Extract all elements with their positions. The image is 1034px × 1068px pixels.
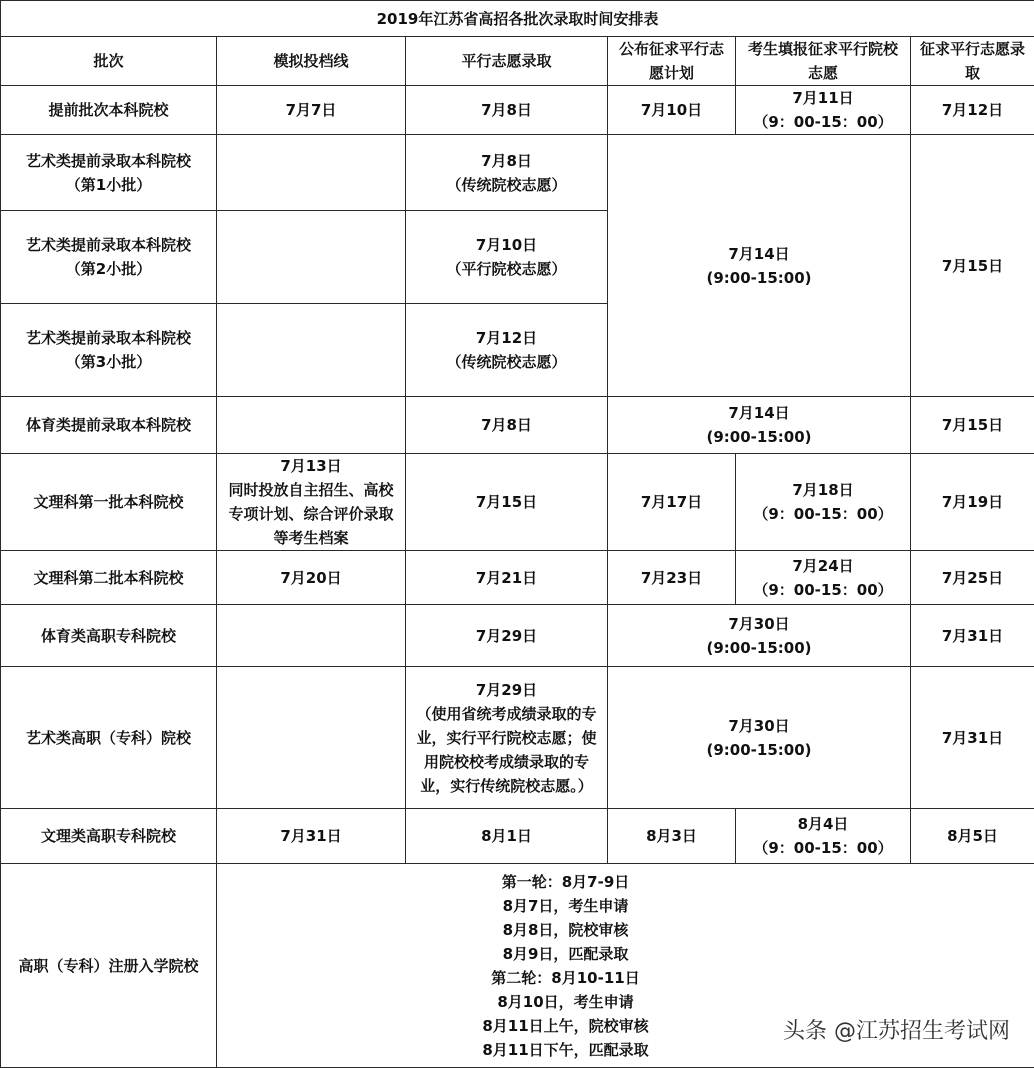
row-publish-fill-merged: 7月30日 (9:00-15:00)	[608, 667, 911, 809]
row-batch: 艺术类提前录取本科院校 （第2小批）	[1, 211, 217, 304]
row-parallel: 7月12日 （传统院校志愿）	[406, 304, 608, 397]
header-fill-volunteer: 考生填报征求平行院校 志愿	[736, 37, 911, 86]
row-fill: 7月24日 （9：00-15：00）	[736, 551, 911, 605]
row-mock: 7月20日	[217, 551, 406, 605]
row-parallel: 7月8日	[406, 397, 608, 454]
table-row	[1, 605, 1034, 667]
row-parallel: 7月10日 （平行院校志愿）	[406, 211, 608, 304]
row-solicit: 7月12日	[911, 86, 1034, 135]
row-publish: 7月17日	[608, 454, 736, 551]
row-parallel: 7月29日 （使用省统考成绩录取的专 业，实行平行院校志愿；使 用院校校考成绩录取的专 业，实行传统院校志愿。）	[406, 667, 608, 809]
row-solicit: 7月31日	[911, 667, 1034, 809]
watermark: 头条 @江苏招生考试网	[781, 1014, 1012, 1045]
row-batch: 艺术类提前录取本科院校 （第1小批）	[1, 135, 217, 211]
row-parallel: 7月29日	[406, 605, 608, 667]
row-publish-fill-merged: 7月30日 (9:00-15:00)	[608, 605, 911, 667]
table-row	[1, 551, 1034, 605]
row-batch: 文理类高职专科院校	[1, 809, 217, 864]
header-solicit-admission: 征求平行志愿录 取	[911, 37, 1034, 86]
row-fill: 7月11日 （9：00-15：00）	[736, 86, 911, 135]
header-row	[1, 37, 1034, 86]
table-row	[1, 454, 1034, 551]
row-fill: 7月18日 （9：00-15：00）	[736, 454, 911, 551]
row-mock: 7月13日 同时投放自主招生、高校 专项计划、综合评价录取 等考生档案	[217, 454, 406, 551]
row-solicit-merged: 7月15日	[911, 135, 1034, 397]
row-batch: 文理科第一批本科院校	[1, 454, 217, 551]
row-parallel: 7月8日	[406, 86, 608, 135]
table-row	[1, 397, 1034, 454]
row-mock	[217, 304, 406, 397]
table-row	[1, 667, 1034, 809]
row-batch: 艺术类提前录取本科院校 （第3小批）	[1, 304, 217, 397]
row-batch: 体育类提前录取本科院校	[1, 397, 217, 454]
row-solicit: 7月15日	[911, 397, 1034, 454]
row-mock: 7月7日	[217, 86, 406, 135]
table-title: 2019年江苏省高招各批次录取时间安排表	[1, 1, 1034, 37]
row-publish: 8月3日	[608, 809, 736, 864]
row-publish-fill-merged: 7月14日 (9:00-15:00)	[608, 135, 911, 397]
table-row	[1, 809, 1034, 864]
header-mock-line: 模拟投档线	[217, 37, 406, 86]
table-row	[1, 86, 1034, 135]
row-mock	[217, 135, 406, 211]
row-parallel: 7月8日 （传统院校志愿）	[406, 135, 608, 211]
header-publish-plan: 公布征求平行志 愿计划	[608, 37, 736, 86]
row-mock	[217, 397, 406, 454]
row-publish: 7月10日	[608, 86, 736, 135]
row-batch: 艺术类高职（专科）院校	[1, 667, 217, 809]
row-mock	[217, 667, 406, 809]
row-solicit: 8月5日	[911, 809, 1034, 864]
row-publish-fill-merged: 7月14日 (9:00-15:00)	[608, 397, 911, 454]
row-parallel: 7月15日	[406, 454, 608, 551]
row-solicit: 7月25日	[911, 551, 1034, 605]
row-batch: 高职（专科）注册入学院校	[1, 864, 217, 1068]
row-fill: 8月4日 （9：00-15：00）	[736, 809, 911, 864]
row-solicit: 7月31日	[911, 605, 1034, 667]
table-row	[1, 135, 1034, 211]
row-mock	[217, 211, 406, 304]
row-parallel: 7月21日	[406, 551, 608, 605]
header-parallel-admission: 平行志愿录取	[406, 37, 608, 86]
row-batch: 提前批次本科院校	[1, 86, 217, 135]
row-mock: 7月31日	[217, 809, 406, 864]
registration-schedule: 第一轮：8月7-9日 8月7日，考生申请 8月8日，院校审核 8月9日，匹配录取 第二轮：8月10-11日 8月10日，考生申请 8月11日上午，院校审核 8月11日下午，匹配录取	[217, 864, 1034, 1068]
header-batch: 批次	[1, 37, 217, 86]
row-parallel: 8月1日	[406, 809, 608, 864]
row-solicit: 7月19日	[911, 454, 1034, 551]
row-publish: 7月23日	[608, 551, 736, 605]
row-batch: 体育类高职专科院校	[1, 605, 217, 667]
row-batch: 文理科第二批本科院校	[1, 551, 217, 605]
row-mock	[217, 605, 406, 667]
